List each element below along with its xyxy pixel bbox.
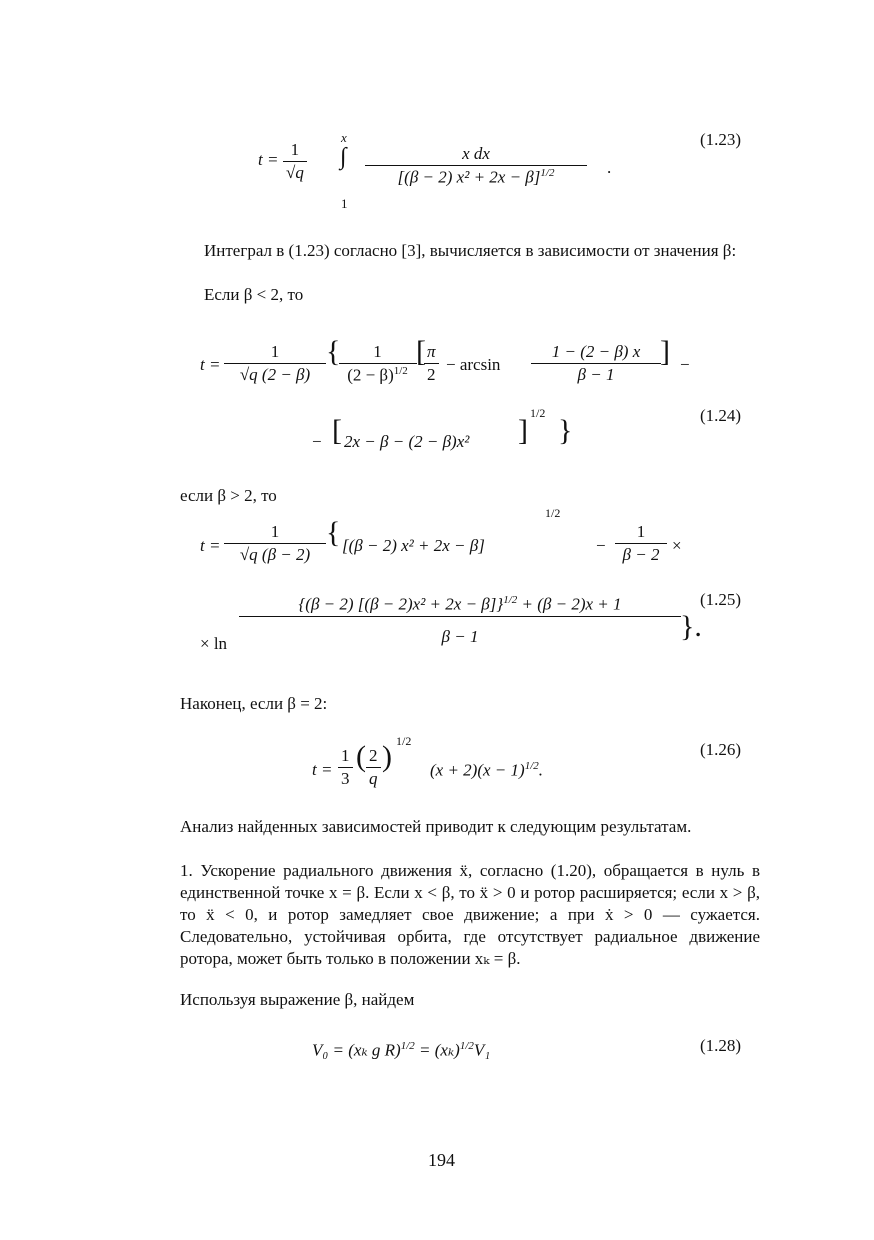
equation-1-28: V₀ = (xₖ g $R)^{1/2} = (x_k)^{1/2}V_1$ — [312, 1040, 491, 1060]
upper-limit: x — [341, 130, 347, 145]
integrand: $\frac{\text{x dx}}{[(\beta - 2) x^2 + 2x - \beta]^{1/2}}$ — [365, 144, 587, 188]
paragraph: Анализ найденных зависимостей приводит к следующим результатам. — [180, 817, 692, 836]
eq-lhs: t = — [258, 150, 279, 169]
paragraph: Интеграл в (1.23) согласно [3], вычисляется в зависимости от значения β: — [204, 241, 737, 260]
equation-number: (1.28) — [700, 1036, 742, 1055]
paragraph: 1. Ускорение радиального движения ẍ, согласно (1.20), обращается в нуль в единственной точке x = β. Если x < β, то ẍ > 0 и ротор расширяется; если x > β, то ẍ < 0, и ротор замедляет свое движение; а при ẋ > 0 — сужается. Следовательно, устойчивая орбита, где отсутствует радиальное движение ротора, может быть только в положении xₖ = β. — [180, 861, 760, 968]
lower-limit: 1 — [341, 196, 348, 211]
eq-coef: $\frac{1}{√q}$ — [283, 140, 307, 183]
equation-number: (1.24) — [700, 406, 742, 425]
case-label: если β > 2, то — [180, 486, 277, 505]
equation-number: (1.26) — [700, 740, 742, 759]
equation-number: (1.23) — [700, 130, 742, 149]
paragraph: Используя выражение β, найдем — [180, 990, 415, 1009]
case-label: Если β < 2, то — [204, 285, 304, 304]
case-label: Наконец, если β = 2: — [180, 694, 328, 713]
page-number: 194 — [428, 1150, 455, 1170]
equation-number: (1.25) — [700, 590, 742, 609]
integral-sign: ∫ — [340, 144, 347, 170]
document-page: t = $\frac{1}{√q}$ x ∫ 1 $\frac{\text{x dx}}{[(\beta - 2) x^2 + 2x - \beta]^{1/2}}$ . (1.23) Интеграл в (1.23) согласно [3], вычисляется в зависимости от значения β: Если β < 2, то t = $\frac{1}{√q (2 - \beta)}$ { $\frac{1}{(2 - \beta)^{1/2}}$ [ $\frac{\pi}{2}$ − arcsin $\frac{1 - (2 - \beta) x}{\beta - 1}$ ] − − [ 2x − β − (2 − β)x² ] 1/2 } (1.24) если β > 2, то t = $\frac{1}{√q (\beta - 2)}$ { [(β − 2) x² + 2x − β] 1/2 − $\frac{1}{\beta - 2}$ × × ln $\frac{\{(\beta - 2) [(\beta - 2)x^2 + 2x - \beta]\}^{1/2} + (\beta - 2)x + 1}{\beta - 1}$ }. (1.25) Наконец, если β = 2: t = $\frac{1}{3}$ ( $\frac{2}{q}$ ) 1/2 $(x + 2)(x - 1)^{1/2}$. (1.26) Анализ найденных зависимостей приводит к следующим результатам. 1. Ускорение радиального движения ẍ, согласно (1.20), обращается в нуль в единственной точке x = β. Если x < β, то ẍ > 0 и ротор расширяется; если x > β, то ẍ < 0, и ротор замедляет свое движение; а при ẋ > 0 — сужается. Следовательно, устойчивая орбита, где отсутствует радиальное движение ротора, может быть только в положении xₖ = β. Используя выражение β, найдем V₀ = (xₖ g $R)^{1/2} = (x_k)^{1/2}V_1$ (1.28) 194 — [0, 0, 874, 1240]
